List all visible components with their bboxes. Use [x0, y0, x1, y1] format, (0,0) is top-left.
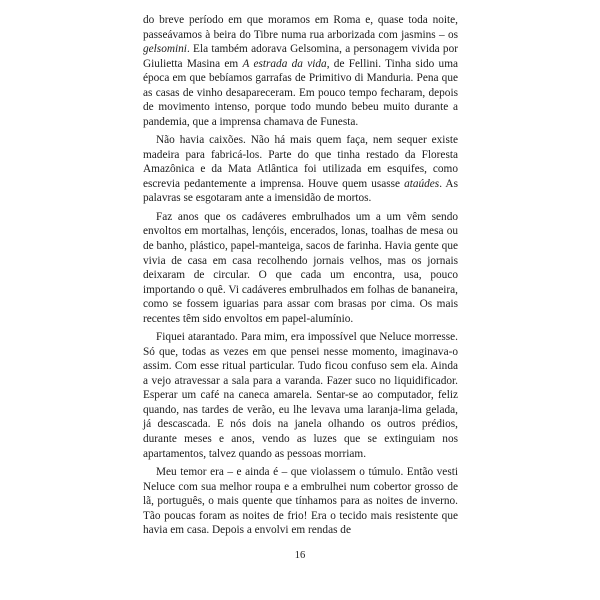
- paragraph-2: [143, 133, 458, 206]
- text-run: . As palavras se esgotaram ante a imensidão de mortos.: [143, 177, 458, 205]
- italic-text: gelsomini: [143, 43, 187, 56]
- italic-text: ataúdes: [404, 177, 440, 190]
- text-run: Faz anos que os cadáveres embrulhados um a um vêm sendo envoltos em mortalhas, lençóis, encerados, lonas, toalhas de mesa ou de banho, plástico, papel-manteiga, sacos de farinha. Havia gente que vivia de casa em casa recolhendo jornais velhos, mas os jornais deixaram de circular. O que cada um encontra, usa, pouco importando o quê. Vi cadáveres embrulhados em folhas de bananeira, como se fossem iguarias para assar com brasas por cima. Os mais recentes têm sido envoltos em papel-alumínio.: [143, 210, 458, 325]
- text-run: Não havia caixões. Não há mais quem faça, nem sequer existe madeira para fabricá-los. Parte do que tinha restado da Floresta Amazônica e da Mata Atlântica foi utilizada em esquifes, como escrevia pedantemente a imprensa. Houve quem usasse: [143, 134, 458, 190]
- text-run: , de Fellini. Tinha sido uma época em que bebíamos garrafas de Primitivo di Manduria. Pena que as casas de vinho desapareceram. Em pouco tempo fecharam, depois de movimento intenso, porque todo mundo bebeu muito durante a pandemia, que a imprensa chamava de Funesta.: [143, 57, 458, 128]
- paragraph-3: [143, 210, 458, 326]
- page-number: 16: [294, 550, 306, 561]
- text-run: . Ela também adorava Gelsomina, a personagem vivida por Giulietta Masina em: [143, 43, 458, 70]
- italic-text: A estrada da vida: [242, 57, 327, 70]
- text-run: do breve período em que moramos em Roma e, quase toda noite, passeávamos à beira do Tibre numa rua arborizada com jasmins – os: [143, 14, 458, 41]
- text-run: Fiquei atarantado. Para mim, era impossível que Neluce morresse. Só que, todas as vezes em que pensei nesse momento, imaginava-o assim. Com esse ritual particular. Tudo ficou confuso sem ela. Ainda a vejo atravessar a sala para a varanda. Fazer suco no liquidificador. Esperar um café na caneca amarela. Sentar-se ao computador, feliz quando, nas tardes de verão, eu lhe levava uma laranja-lima gelada, já descascada. E nós dois na janela olhando os outros prédios, durante meses e anos, vendo as luzes que se extinguiam nos apartamentos, talvez quando as pessoas morriam.: [143, 331, 458, 460]
- paragraph-5: [143, 465, 458, 538]
- body-text: [143, 13, 458, 538]
- paragraph-4: [143, 330, 458, 461]
- text-run: Meu temor era – e ainda é – que violassem o túmulo. Então vesti Neluce com sua melhor roupa e a embrulhei num cobertor grosso de lã, português, o mais quente que tínhamos para as noites de inverno. Tão poucas foram as noites de frio! Era o tecido mais resistente que havia em casa. Depois a envolvi em rendas de: [143, 465, 458, 537]
- paragraph-1: [143, 13, 458, 129]
